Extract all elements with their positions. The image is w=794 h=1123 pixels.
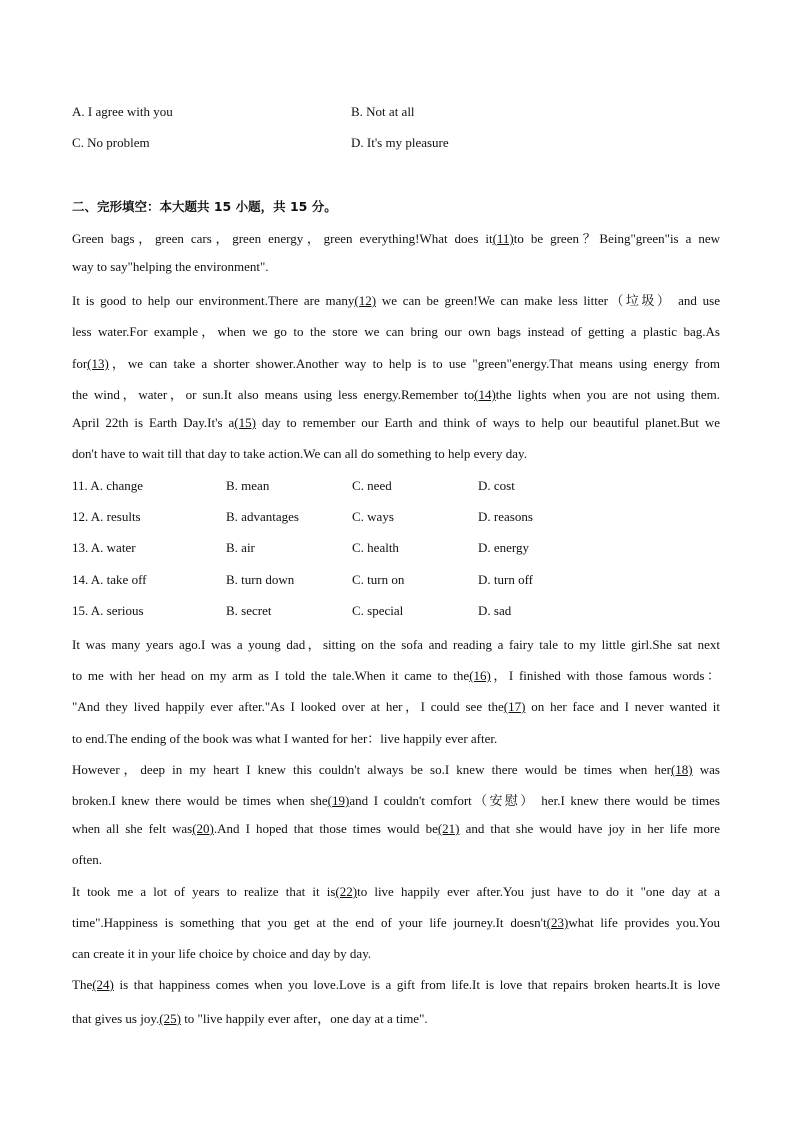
passage1-line: less water.For example，when we go to the store we can bring our own bags instead of getting a plastic bag.As (72, 324, 720, 339)
passage2-line: can create it in your life choice by choice and day by day. (72, 946, 372, 961)
passage1-line: don't have to wait till that day to take action.We can all do something to help every day. (72, 446, 527, 461)
question-row (72, 540, 732, 560)
option-a: A. I agree with you (72, 104, 173, 119)
blank-12: (12) (354, 293, 377, 308)
question-row (72, 509, 732, 529)
option-d: D. It's my pleasure (351, 135, 449, 150)
passage1-line: for(13)，we can take a shorter shower.Another way to help is to use "green"energy.That means using energy from (72, 356, 720, 371)
choice-b: B. mean (226, 478, 270, 493)
passage2-line: It was many years ago.I was a young dad，sitting on the sofa and reading a fairy tale to my little girl.She sat next (72, 637, 720, 652)
blank-24: (24) (92, 977, 114, 992)
blank-18: (18) (670, 762, 693, 777)
question-row (72, 603, 732, 623)
blank-14: (14) (474, 387, 496, 402)
passage1-line: Green bags，green cars，green energy，green everything!What does it(11)to be green？Being"green"is a new (72, 231, 720, 246)
passage2-line: to me with her head on my arm as I told the tale.When it came to the(16)，I finished with those famous words： (72, 668, 720, 683)
choice-a: 11. A. change (72, 478, 143, 493)
choice-c: C. turn on (352, 572, 405, 587)
choice-d: D. turn off (478, 572, 534, 587)
prev-options-row-2 (72, 135, 732, 155)
choice-d: D. sad (478, 603, 512, 618)
blank-25: (25) (159, 1011, 181, 1026)
choice-d: D. reasons (478, 509, 533, 524)
passage1-line: April 22th is Earth Day.It's a(15) day to remember our Earth and think of ways to help our beautiful planet.But we (72, 415, 720, 430)
passage2-line: "And they lived happily ever after."As I looked over at her，I could see the(17) on her face and I never wanted it (72, 699, 720, 714)
choice-a: 13. A. water (72, 540, 136, 555)
blank-23: (23) (546, 915, 569, 930)
option-c: C. No problem (72, 135, 150, 150)
blank-16: (16) (469, 668, 491, 683)
choice-b: B. secret (226, 603, 272, 618)
option-b: B. Not at all (351, 104, 415, 119)
passage2-line: time".Happiness is something that you get at the end of your life journey.It doesn't(23)what life provides you.You (72, 915, 720, 930)
choice-d: D. cost (478, 478, 515, 493)
choice-c: C. health (352, 540, 399, 555)
passage2-line: to end.The ending of the book was what I wanted for her：live happily ever after. (72, 731, 498, 746)
choice-a: 15. A. serious (72, 603, 144, 618)
choice-d: D. energy (478, 540, 530, 555)
blank-15: (15) (234, 415, 256, 430)
passage2-line: broken.I knew there would be times when she(19)and I couldn't comfort（安慰） her.I knew there would be times (72, 793, 720, 808)
blank-13: (13) (87, 356, 109, 371)
blank-17: (17) (503, 699, 526, 714)
passage2-line: often. (72, 852, 102, 867)
prev-options-row-1 (72, 104, 732, 124)
blank-22: (22) (335, 884, 358, 899)
blank-19: (19) (327, 793, 350, 808)
choice-a: 12. A. results (72, 509, 141, 524)
blank-21: (21) (437, 821, 460, 836)
passage1-line: way to say"helping the environment". (72, 259, 269, 274)
choice-b: B. air (226, 540, 255, 555)
blank-20: (20) (192, 821, 214, 836)
passage1-line: It is good to help our environment.There are many(12) we can be green!We can make less litter（垃圾） and use (72, 293, 720, 308)
choice-b: B. turn down (226, 572, 295, 587)
passage1-line: the wind，water，or sun.It also means using less energy.Remember to(14)the lights when you are not using them. (72, 387, 720, 402)
choice-c: C. need (352, 478, 392, 493)
passage2-line: However，deep in my heart I knew this couldn't always be so.I knew there would be times when her(18) was (72, 762, 720, 777)
section-title: 二、完形填空：本大题共 15 小题，共 15 分。 (72, 199, 337, 214)
blank-11: (11) (492, 231, 514, 246)
choice-c: C. special (352, 603, 404, 618)
question-row (72, 572, 732, 592)
choice-a: 14. A. take off (72, 572, 147, 587)
passage2-line: that gives us joy.(25) to "live happily ever after，one day at a time". (72, 1011, 428, 1026)
passage2-line: when all she felt was(20).And I hoped that those times would be(21) and that she would have joy in her life more (72, 821, 720, 836)
choice-c: C. ways (352, 509, 394, 524)
choice-b: B. advantages (226, 509, 299, 524)
passage2-line: It took me a lot of years to realize that it is(22)to live happily ever after.You just have to do it "one day at a (72, 884, 720, 899)
question-row (72, 478, 732, 498)
passage2-line: The(24) is that happiness comes when you love.Love is a gift from life.It is love that repairs broken hearts.It is love (72, 977, 720, 992)
